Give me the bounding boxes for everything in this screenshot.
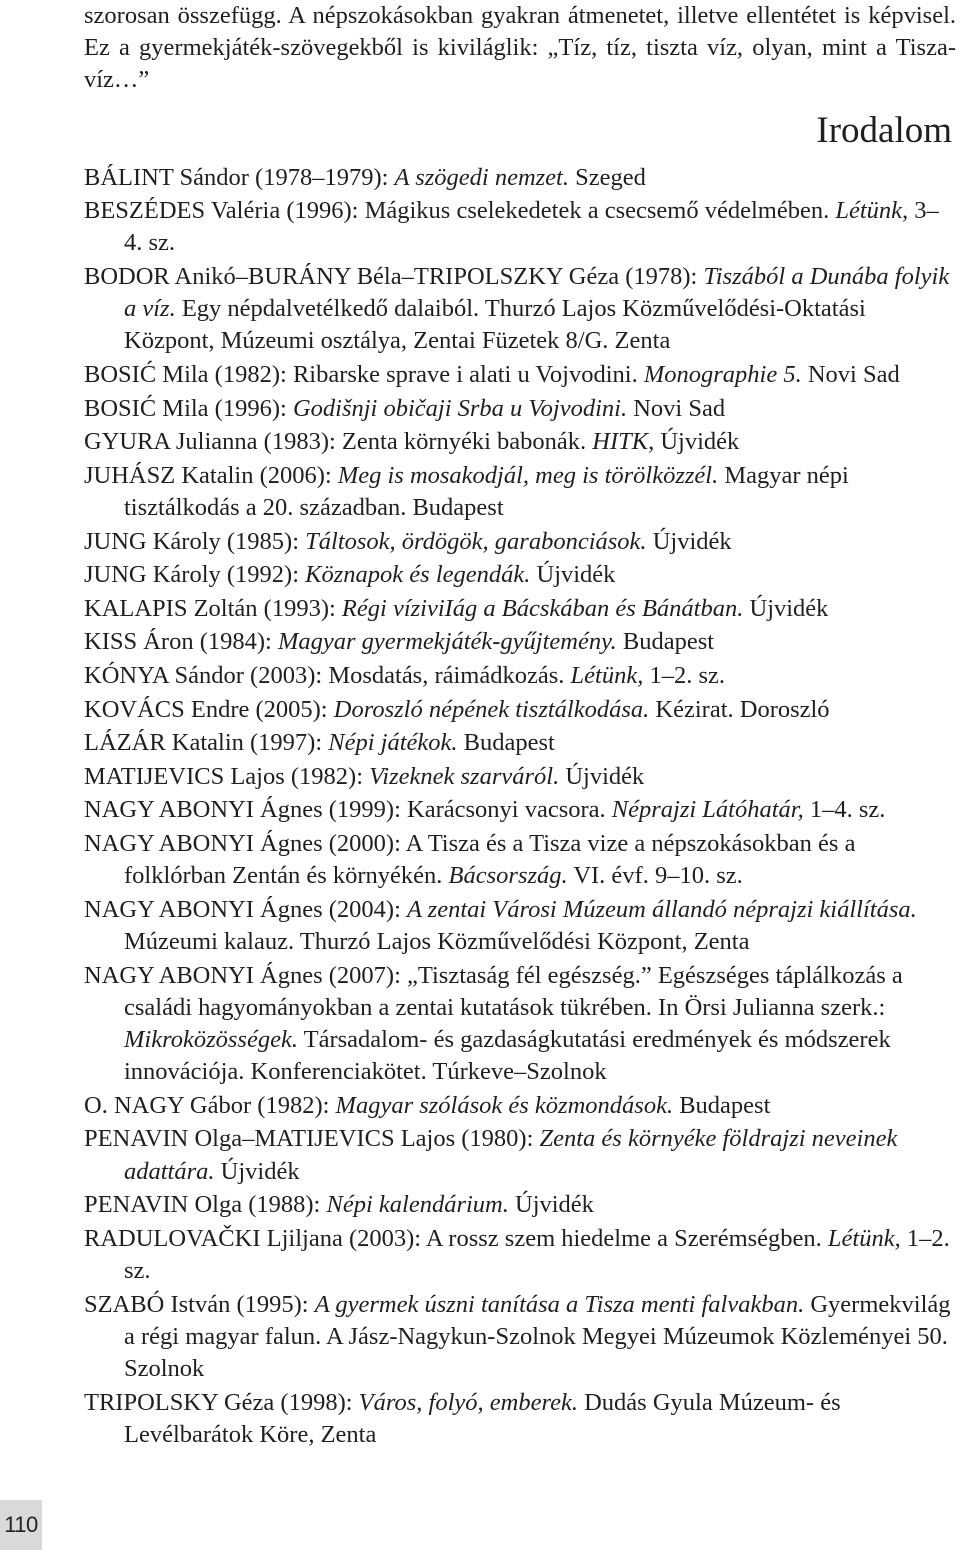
reference-author: LÁZÁR Katalin (1997):: [84, 729, 329, 757]
reference-entry: [84, 626, 956, 658]
reference-author: BÁLINT Sándor (1978–1979):: [84, 163, 395, 191]
reference-details: Budapest: [457, 729, 555, 757]
reference-details: VI. évf. 9–10. sz.: [567, 862, 743, 890]
reference-entry: [84, 1387, 956, 1451]
reference-author: KÓNYA Sándor (2003):: [84, 661, 329, 689]
reference-entry: [84, 894, 956, 958]
reference-author: NAGY ABONYI Ágnes (2007):: [84, 961, 408, 989]
reference-details: Szeged: [568, 163, 646, 191]
reference-title: Mikroközösségek.: [124, 1025, 298, 1053]
reference-text: „Tisztaság fél egészség.” Egészséges táplálkozás a családi hagyományokban a zentai kutatások tükrében. In Örsi Julianna szerk.:: [124, 961, 903, 1021]
reference-title: Táltosok, ördögök, garabonciások.: [305, 527, 647, 555]
reference-details: Novi Sad: [627, 394, 726, 422]
reference-entry: [84, 761, 956, 793]
reference-details: Újvidék: [646, 527, 732, 555]
reference-entry: [84, 460, 956, 524]
intro-paragraph: szorosan összefügg. A népszokásokban gyakran átmenetet, illetve ellentétet is képvisel. Ez a gyermekjáték-szövegekből is kiviláglik: „Tíz, tíz, tiszta víz, olyan, mint a Tisza-víz…”: [84, 2, 956, 94]
reference-entry: [84, 1090, 956, 1122]
reference-list: [84, 162, 956, 1451]
reference-author: KISS Áron (1984):: [84, 628, 278, 656]
reference-title: Város, folyó, emberek.: [358, 1388, 578, 1416]
reference-title: Létünk,: [835, 197, 909, 225]
reference-entry: [84, 727, 956, 759]
reference-entry: [84, 1189, 956, 1221]
reference-author: KOVÁCS Endre (2005):: [84, 695, 334, 723]
reference-text: Ribarske sprave i alati u Vojvodini.: [292, 361, 644, 388]
reference-details: Társadalom- és gazdaságkutatási eredmények és módszerek innovációja. Konferenciakötet. Túrkeve–Szolnok: [124, 1025, 891, 1086]
reference-text: Zenta környéki babonák.: [341, 428, 593, 456]
reference-details: Újvidék: [559, 762, 645, 790]
reference-author: NAGY ABONYI Ágnes (2000):: [84, 829, 406, 857]
page-content: [84, 0, 956, 1452]
reference-entry: [84, 1223, 956, 1287]
reference-text: Mágikus cselekedetek a csecsemő védelmében.: [364, 197, 836, 225]
reference-author: NAGY ABONYI Ágnes (2004):: [84, 895, 408, 923]
reference-details: Dudás Gyula Múzeum- és Levélbarátok Köre, Zenta: [124, 1388, 841, 1448]
reference-entry: [84, 526, 956, 558]
reference-details: Újvidék: [743, 594, 829, 622]
reference-author: BODOR Anikó–BURÁNY Béla–TRIPOLSZKY Géza (1978):: [84, 263, 704, 290]
reference-title: Régi víziviIág a Bácskában és Bánátban.: [341, 594, 744, 622]
reference-author: NAGY ABONYI Ágnes (1999):: [84, 796, 408, 824]
reference-title: Köznapok és legendák.: [305, 561, 531, 589]
reference-title: Népi játékok.: [328, 729, 458, 757]
reference-entry: [84, 559, 956, 591]
reference-details: 3–4. sz.: [124, 197, 939, 257]
reference-entry: [84, 195, 956, 259]
reference-title: Doroszló népének tisztálkodása.: [333, 695, 650, 723]
section-heading: Irodalom: [816, 109, 952, 151]
reference-author: TRIPOLSKY Géza (1998):: [84, 1388, 359, 1416]
reference-title: Monographie 5.: [643, 361, 802, 388]
reference-title: Magyar gyermekjáték-gyűjtemény.: [277, 628, 617, 656]
reference-entry: [84, 660, 956, 692]
reference-author: BOSIĆ Mila (1982):: [84, 361, 293, 388]
reference-details: Újvidék: [508, 1191, 594, 1219]
reference-entry: [84, 828, 956, 892]
reference-author: SZABÓ István (1995):: [84, 1290, 315, 1318]
reference-author: O. NAGY Gábor (1982):: [84, 1091, 336, 1119]
reference-title: Vizeknek szarváról.: [369, 762, 560, 790]
reference-entry: [84, 261, 956, 358]
reference-details: Újvidék: [214, 1157, 300, 1185]
reference-details: Gyermekvilág a régi magyar falun. A Jász-Nagykun-Szolnok Megyei Múzeumok Közleményei 50. Szolnok: [124, 1290, 951, 1382]
reference-details: Múzeumi kalauz. Thurzó Lajos Közművelődési Központ, Zenta: [124, 927, 750, 955]
reference-entry: [84, 593, 956, 625]
reference-title: Népi kalendárium.: [326, 1191, 509, 1219]
reference-details: 1–4. sz.: [803, 796, 886, 824]
reference-entry: [84, 162, 956, 194]
reference-title: Meg is mosakodjál, meg is törölközzél.: [337, 461, 719, 489]
reference-entry: [84, 960, 956, 1089]
page-number: 110: [4, 1512, 38, 1537]
reference-text: A Tisza és a Tisza vize a népszokásokban és a folklórban Zentán és környékén.: [124, 829, 856, 890]
reference-entry: [84, 1123, 956, 1187]
reference-title: Magyar szólások és közmondások.: [335, 1091, 674, 1119]
reference-author: GYURA Julianna (1983):: [84, 428, 342, 456]
reference-entry: [84, 694, 956, 726]
reference-details: Egy népdalvetélkedő dalaiból. Thurzó Lajos Közművelődési-Oktatási Központ, Múzeumi osztálya, Zentai Füzetek 8/G. Zenta: [124, 295, 866, 355]
reference-details: Kézirat. Doroszló: [649, 695, 830, 723]
reference-title: Bácsország.: [448, 862, 568, 890]
reference-title: Néprajzi Látóhatár,: [611, 796, 804, 824]
reference-entry: [84, 393, 956, 425]
reference-details: Magyar népi tisztálkodás a 20. században. Budapest: [124, 461, 849, 521]
reference-text: Mosdatás, ráimádkozás.: [328, 661, 571, 689]
reference-details: Budapest: [616, 628, 715, 656]
reference-entry: [84, 359, 956, 391]
reference-title: Létünk,: [570, 661, 644, 689]
reference-text: A rossz szem hiedelme a Szerémségben.: [425, 1224, 828, 1252]
reference-details: 1–2. sz.: [643, 661, 726, 689]
reference-title: Godišnji običaji Srba u Vojvodini.: [292, 394, 628, 422]
reference-author: KALAPIS Zoltán (1993):: [84, 594, 342, 622]
reference-title: Tiszából a Dunába folyik a víz.: [124, 263, 950, 323]
reference-entry: [84, 426, 956, 458]
reference-author: RADULOVAČKI Ljiljana (2003):: [84, 1224, 426, 1252]
reference-author: PENAVIN Olga–MATIJEVICS Lajos (1980):: [84, 1125, 540, 1153]
reference-text: Karácsonyi vacsora.: [407, 796, 612, 824]
reference-author: JUNG Károly (1992):: [84, 561, 306, 589]
reference-author: MATIJEVICS Lajos (1982):: [84, 762, 370, 790]
reference-author: BOSIĆ Mila (1996):: [84, 394, 293, 422]
reference-author: BESZÉDES Valéria (1996):: [84, 197, 365, 225]
reference-author: PENAVIN Olga (1988):: [84, 1191, 327, 1219]
reference-author: JUHÁSZ Katalin (2006):: [84, 461, 338, 489]
reference-title: A szögedi nemzet.: [394, 163, 569, 191]
reference-author: JUNG Károly (1985):: [84, 527, 306, 555]
reference-title: A zentai Városi Múzeum állandó néprajzi kiállítása.: [407, 895, 917, 923]
reference-title: HITK,: [592, 428, 655, 456]
reference-details: Újvidék: [654, 428, 740, 456]
reference-details: 1–2. sz.: [124, 1224, 950, 1284]
reference-title: Zenta és környéke földrajzi neveinek adattára.: [124, 1125, 898, 1185]
reference-details: Budapest: [673, 1091, 771, 1119]
reference-title: A gyermek úszni tanítása a Tisza menti falvakban.: [314, 1290, 805, 1318]
reference-title: Létünk,: [827, 1224, 901, 1252]
reference-details: Újvidék: [530, 561, 616, 589]
reference-details: Novi Sad: [801, 361, 900, 388]
reference-entry: [84, 1289, 956, 1386]
reference-entry: [84, 794, 956, 826]
